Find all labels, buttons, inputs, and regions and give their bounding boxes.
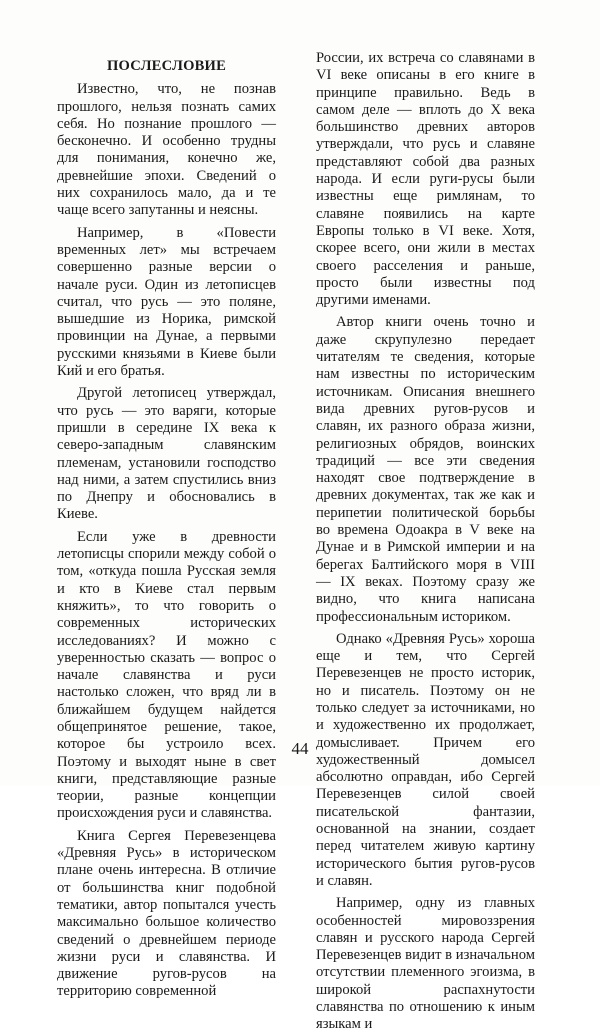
paragraph: Например, в «Повести временных лет» мы встречаем совершенно разные версии о начале руси. Один из летописцев считал, что русь — это поляне, вышедшие из Норика, римской провинции на Дунае, а первыми русскими князьями в Киеве были Кий и его братья. <box>57 224 276 380</box>
paragraph: Автор книги очень точно и даже скрупулезно передает читателям те сведения, которые нам известны по историческим источникам. Описания внешнего вида древних ругов-русов и славян, их разного образа жизни, религиозных обрядов, воинских традиций — все эти сведения находят свое подтверждение в древних документах, так же как и перипетии политической борьбы во времена Одоакра в V веке на Дунае и в Римской империи и на берегах Балтийского моря в VIII — IX веках. Поэтому сразу же видно, что книга написана профессиональным историком. <box>316 314 535 625</box>
chapter-heading: ПОСЛЕСЛОВИЕ <box>106 58 227 74</box>
paragraph: Другой летописец утверждал, что русь — это варяги, которые пришли в середине IX века к северо-западным славянским племенам, установили господство над ними, а затем спустились вниз по Днепру и обосновались в Киеве. <box>57 385 276 523</box>
paragraph-continued: России, их встреча со славянами в VI веке описаны в его книге в принципе правильно. Ведь в самом деле — вплоть до X века большинство древних авторов утверждали, что русь и славяне представляют собой два разных народа. И если руги-русы были известны еще римлянам, то славяне появились на карте Европы только в VI веке. Хотя, скорее всего, они жили в местах своего расселения и раньше, просто были известны под другими именами. <box>316 50 535 309</box>
paragraph: Известно, что, не познав прошлого, нельзя познать самих себя. Но познание прошлого — бесконечно. И особенно трудны для понимания, конечно же, древнейшие эпохи. Сведений о них сохранилось мало, да и те чаще всего запутанны и неясны. <box>57 81 276 219</box>
page-number: 44 <box>291 739 309 758</box>
left-column <box>57 50 276 1001</box>
right-column <box>316 50 535 1034</box>
paragraph: Например, одну из главных особенностей мировоззрения славян и русского народа Сергей Перевезенцев видит в изначальном отсутствии племенного эгоизма, в широкой распахнутости славянства по отношению к иным языкам и <box>316 895 535 1033</box>
paragraph: Если уже в древности летописцы спорили между собой о том, «откуда пошла Русская земля и кто в Киеве стал первым княжить», то что говорить о современных исторических исследованиях? И можно с уверенностью сказать — вопрос о начале славянства и руси настолько сложен, что вряд ли в ближайшем будущем найдется общепринятое решение, такое, которое бы устроило всех. Поэтому и выходят ныне в свет книги, представляющие разные теории, разные концепции происхождения руси и славянства. <box>57 528 276 822</box>
paragraph: Однако «Древняя Русь» хороша еще и тем, что Сергей Перевезенцев не просто историк, но и писатель. Поэтому он не только следует за источниками, но и художественно их продолжает, домысливает. Причем его художественный домысел абсолютно оправдан, ибо Сергей Перевезенцев силой своей писательской фантазии, основанной на знании, создает перед читателем живую картину исторического бытия ругов-русов и славян. <box>316 630 535 889</box>
paragraph: Книга Сергея Перевезенцева «Древняя Русь» в историческом плане очень интересна. В отличие от большинства книг подобной тематики, автор попытался учесть максимально большое количество сведений о древнейшем периоде жизни руси и славянства. И движение ругов-русов на территорию современной <box>57 827 276 1000</box>
